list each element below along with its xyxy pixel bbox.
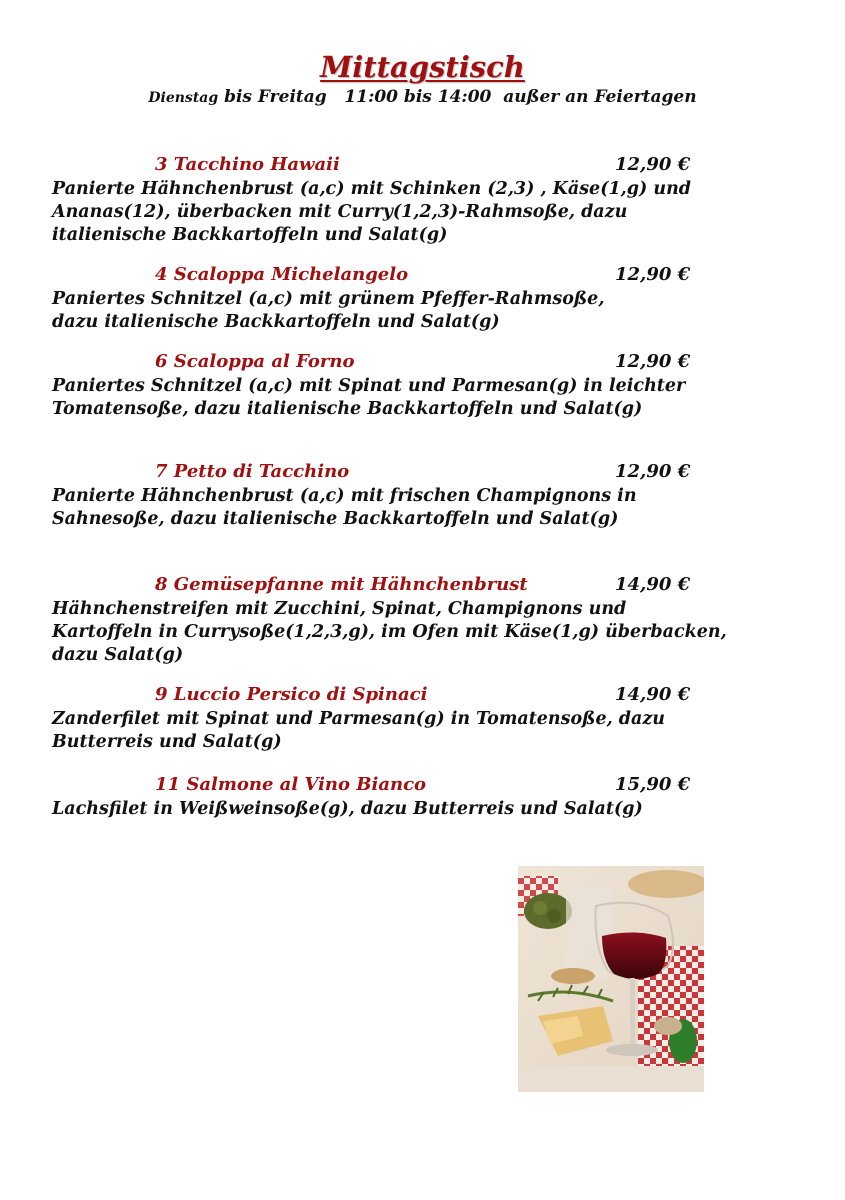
menu-item-name: 8 Gemüsepfanne mit Hähnchenbrust [155,574,528,595]
menu-item-price: 15,90 € [615,774,691,795]
menu-item-price: 14,90 € [615,574,691,595]
menu-item-name: 9 Luccio Persico di Spinaci [155,684,428,705]
menu-item-description: Zanderfilet mit Spinat und Parmesan(g) in Tomatensoße, dazu Butterreis und Salat(g) [52,709,666,752]
opening-hours-day: Dienstag [148,90,219,106]
menu-item-name: 7 Petto di Tacchino [155,461,350,482]
menu-item-description: Paniertes Schnitzel (a,c) mit grünem Pfeffer-Rahmsoße, dazu italienische Backkartoffeln und Salat(g) [52,289,605,332]
menu-item-name: 4 Scaloppa Michelangelo [155,264,409,285]
menu-item-description: Paniertes Schnitzel (a,c) mit Spinat und Parmesan(g) in leichter Tomatensoße, dazu italienische Backkartoffeln und Salat(g) [52,376,686,419]
menu-item [52,461,812,531]
menu-item [52,684,812,754]
menu-item [52,774,812,821]
page-title: Mittagstisch [320,50,525,84]
opening-hours-rest: bis Freitag 11:00 bis 14:00 außer an Feiertagen [218,87,697,107]
menu-item-price: 14,90 € [615,684,691,705]
menu-item-description: Panierte Hähnchenbrust (a,c) mit frischen Champignons in Sahnesoße, dazu italienische Backkartoffeln und Salat(g) [52,486,637,529]
menu-item [52,351,812,421]
menu-item-name: 11 Salmone al Vino Bianco [155,774,427,795]
menu-item-description: Lachsfilet in Weißweinsoße(g), dazu Butterreis und Salat(g) [52,799,643,819]
menu-item [52,154,812,247]
menu-item-price: 12,90 € [615,461,691,482]
food-wine-photo [518,866,704,1092]
menu-item [52,264,812,334]
menu-item-name: 6 Scaloppa al Forno [155,351,355,372]
menu-item-price: 12,90 € [615,264,691,285]
menu-item-description: Panierte Hähnchenbrust (a,c) mit Schinken (2,3) , Käse(1,g) und Ananas(12), überbacken mit Curry(1,2,3)-Rahmsoße, dazu italienische Backkartoffeln und Salat(g) [52,179,692,245]
menu-item-price: 12,90 € [615,351,691,372]
menu-item [52,574,812,667]
menu-item-price: 12,90 € [615,154,691,175]
menu-item-name: 3 Tacchino Hawaii [155,154,340,175]
menu-item-description: Hähnchenstreifen mit Zucchini, Spinat, Champignons und Kartoffeln in Currysoße(1,2,3,g), im Ofen mit Käse(1,g) überbacken, dazu Salat(g) [52,599,727,665]
opening-hours [0,87,845,107]
